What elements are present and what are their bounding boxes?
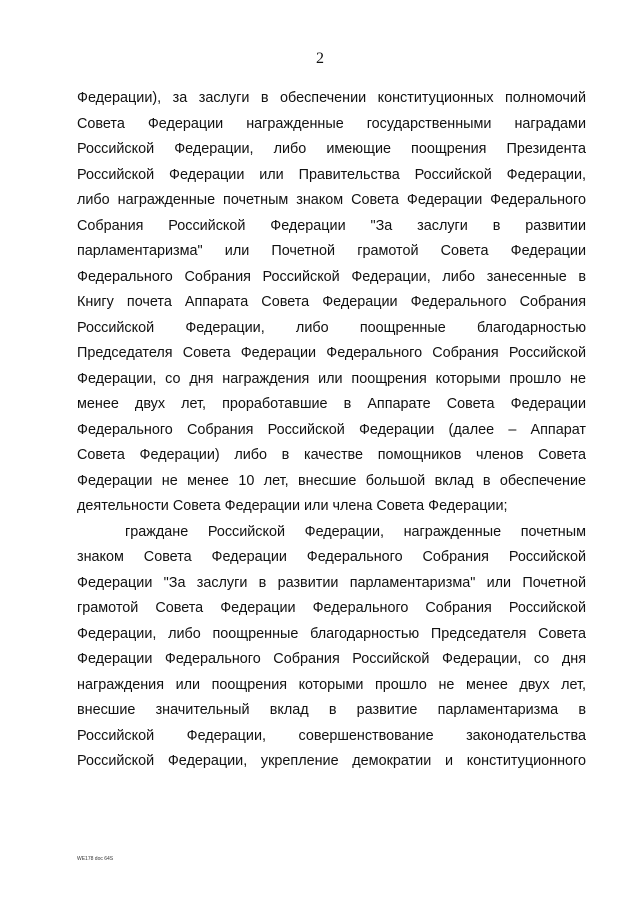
text-line: Совета Федерации) либо в качестве помощников членов Совета xyxy=(77,447,586,463)
text-line: Федерального Собрания Российской Федерации, либо занесенные в xyxy=(77,268,586,285)
text-line: грамотой Совета Федерации Федерального Собрания Российской xyxy=(77,600,586,616)
text-line: Книгу почета Аппарата Совета Федерации Федерального Собрания xyxy=(77,294,586,310)
text-line: Федерации, либо поощренные благодарностью Председателя Совета xyxy=(77,625,586,642)
text-line: деятельности Совета Федерации или члена Совета Федерации; xyxy=(77,498,508,514)
text-line: Федерации Федерального Собрания Российской Федерации, со дня xyxy=(77,651,586,667)
text-line: Собрания Российской Федерации "За заслуги в развитии xyxy=(77,217,586,234)
text-line: Российской Федерации, укрепление демократии и конституционного xyxy=(77,753,586,769)
text-line: Председателя Совета Федерации Федерального Собрания Российской xyxy=(77,345,586,361)
text-line: знаком Совета Федерации Федерального Собрания Российской xyxy=(77,549,586,565)
text-line: Российской Федерации, либо поощренные благодарностью xyxy=(77,319,586,336)
text-line: Российской Федерации, либо имеющие поощрения Президента xyxy=(77,141,586,157)
page-number: 2 xyxy=(316,50,324,67)
document-body xyxy=(77,86,586,775)
text-line: Федерации), за заслуги в обеспечении конституционных полномочий xyxy=(77,90,586,106)
text-line: награждения или поощрения которыми прошло не менее двух лет, xyxy=(77,676,586,693)
text-line: Российской Федерации или Правительства Российской Федерации, xyxy=(77,166,586,183)
footer-document-code: WE178 doc 64S xyxy=(77,856,114,862)
text-line: Федерации, со дня награждения или поощрения которыми прошло не xyxy=(77,370,586,387)
text-line: менее двух лет, проработавшие в Аппарате Совета Федерации xyxy=(77,396,586,412)
text-line: Российской Федерации, совершенствование законодательства xyxy=(77,727,586,744)
text-line: граждане Российской Федерации, награжденные почетным xyxy=(125,523,586,540)
text-line: Федерального Собрания Российской Федерации (далее – Аппарат xyxy=(77,421,586,438)
text-line: Федерации не менее 10 лет, внесшие большой вклад в обеспечение xyxy=(77,472,586,489)
text-line: Совета Федерации награжденные государственными наградами xyxy=(77,115,586,132)
text-line: Федерации "За заслуги в развитии парламентаризма" или Почетной xyxy=(77,574,586,591)
text-line: внесшие значительный вклад в развитие парламентаризма в xyxy=(77,702,586,718)
text-line: либо награжденные почетным знаком Совета Федерации Федерального xyxy=(77,192,586,208)
text-line: парламентаризма" или Почетной грамотой Совета Федерации xyxy=(77,243,586,259)
paragraph-citizens xyxy=(77,520,586,775)
paragraph-continued xyxy=(77,86,586,520)
